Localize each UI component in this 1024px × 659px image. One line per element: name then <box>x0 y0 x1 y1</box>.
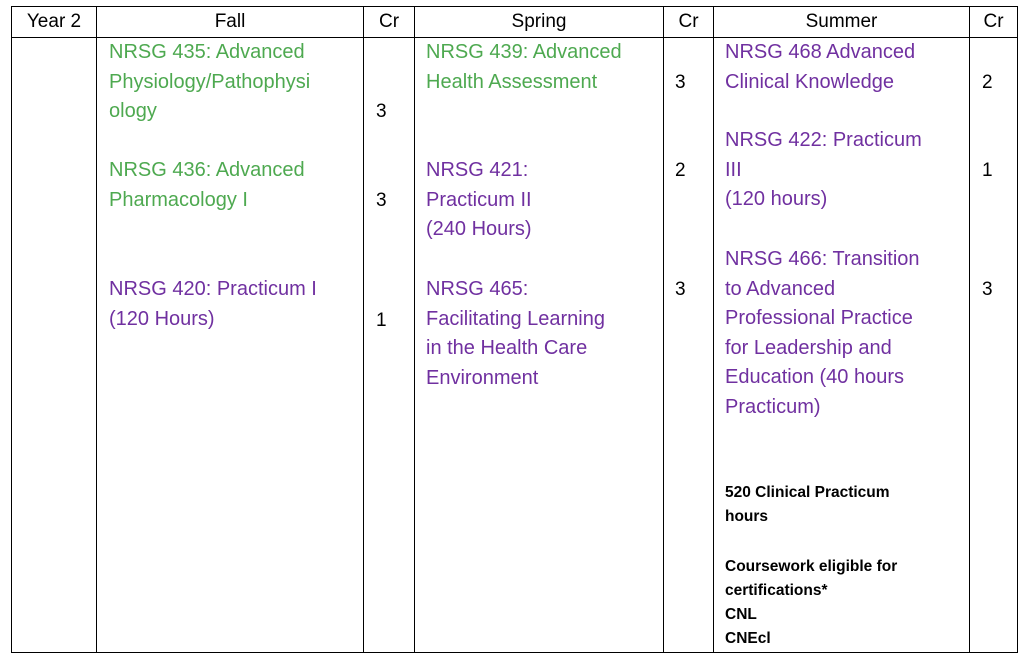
fall-course-nrsg-436: NRSG 436: Advanced Pharmacology I <box>109 159 305 211</box>
header-spring-credits: Cr <box>678 11 699 32</box>
fall-course-nrsg-420: NRSG 420: Practicum I (120 Hours) <box>109 278 317 330</box>
table-bottom-border <box>11 652 1017 653</box>
header-summer-credits: Cr <box>983 11 1004 32</box>
header-year: Year 2 <box>26 11 82 32</box>
header-fall: Fall <box>214 11 246 32</box>
fall-credits-nrsg-435: 3 <box>376 101 387 122</box>
header-fall-credits: Cr <box>378 11 400 32</box>
table-top-border <box>11 6 1017 7</box>
summer-credits-nrsg-466: 3 <box>982 279 993 300</box>
col-border <box>1017 6 1018 653</box>
summer-credits-nrsg-468: 2 <box>982 72 993 93</box>
spring-course-nrsg-465: NRSG 465: Facilitating Learning in the Health Care Environment <box>426 278 605 389</box>
col-border <box>663 6 664 653</box>
summer-course-nrsg-468: NRSG 468 Advanced Clinical Knowledge <box>725 41 916 93</box>
clinical-hours-note: 520 Clinical Practicum hours <box>725 484 890 525</box>
col-border <box>713 6 714 653</box>
spring-course-nrsg-439: NRSG 439: Advanced Health Assessment <box>426 41 622 93</box>
header-summer: Summer <box>805 11 878 32</box>
summer-course-nrsg-422: NRSG 422: Practicum III (120 hours) <box>725 129 922 210</box>
col-border <box>363 6 364 653</box>
summer-credits-nrsg-422: 1 <box>982 160 993 181</box>
header-spring: Spring <box>511 11 567 32</box>
summer-course-nrsg-466: NRSG 466: Transition to Advanced Professional Practice for Leadership and Education (40 hours Practicum) <box>725 248 920 418</box>
certifications-note: Coursework eligible for certifications* CNL CNEcl <box>725 558 898 647</box>
col-border <box>96 6 97 653</box>
spring-credits-nrsg-465: 3 <box>675 279 686 300</box>
spring-credits-nrsg-439: 3 <box>675 72 686 93</box>
fall-course-nrsg-435: NRSG 435: Advanced Physiology/Pathophysi ology <box>109 41 311 122</box>
col-border <box>969 6 970 653</box>
col-border <box>11 6 12 653</box>
fall-credits-nrsg-436: 3 <box>376 190 387 211</box>
spring-credits-nrsg-421: 2 <box>675 160 686 181</box>
fall-credits-nrsg-420: 1 <box>376 310 387 331</box>
col-border <box>414 6 415 653</box>
spring-course-nrsg-421: NRSG 421: Practicum II (240 Hours) <box>426 159 532 240</box>
